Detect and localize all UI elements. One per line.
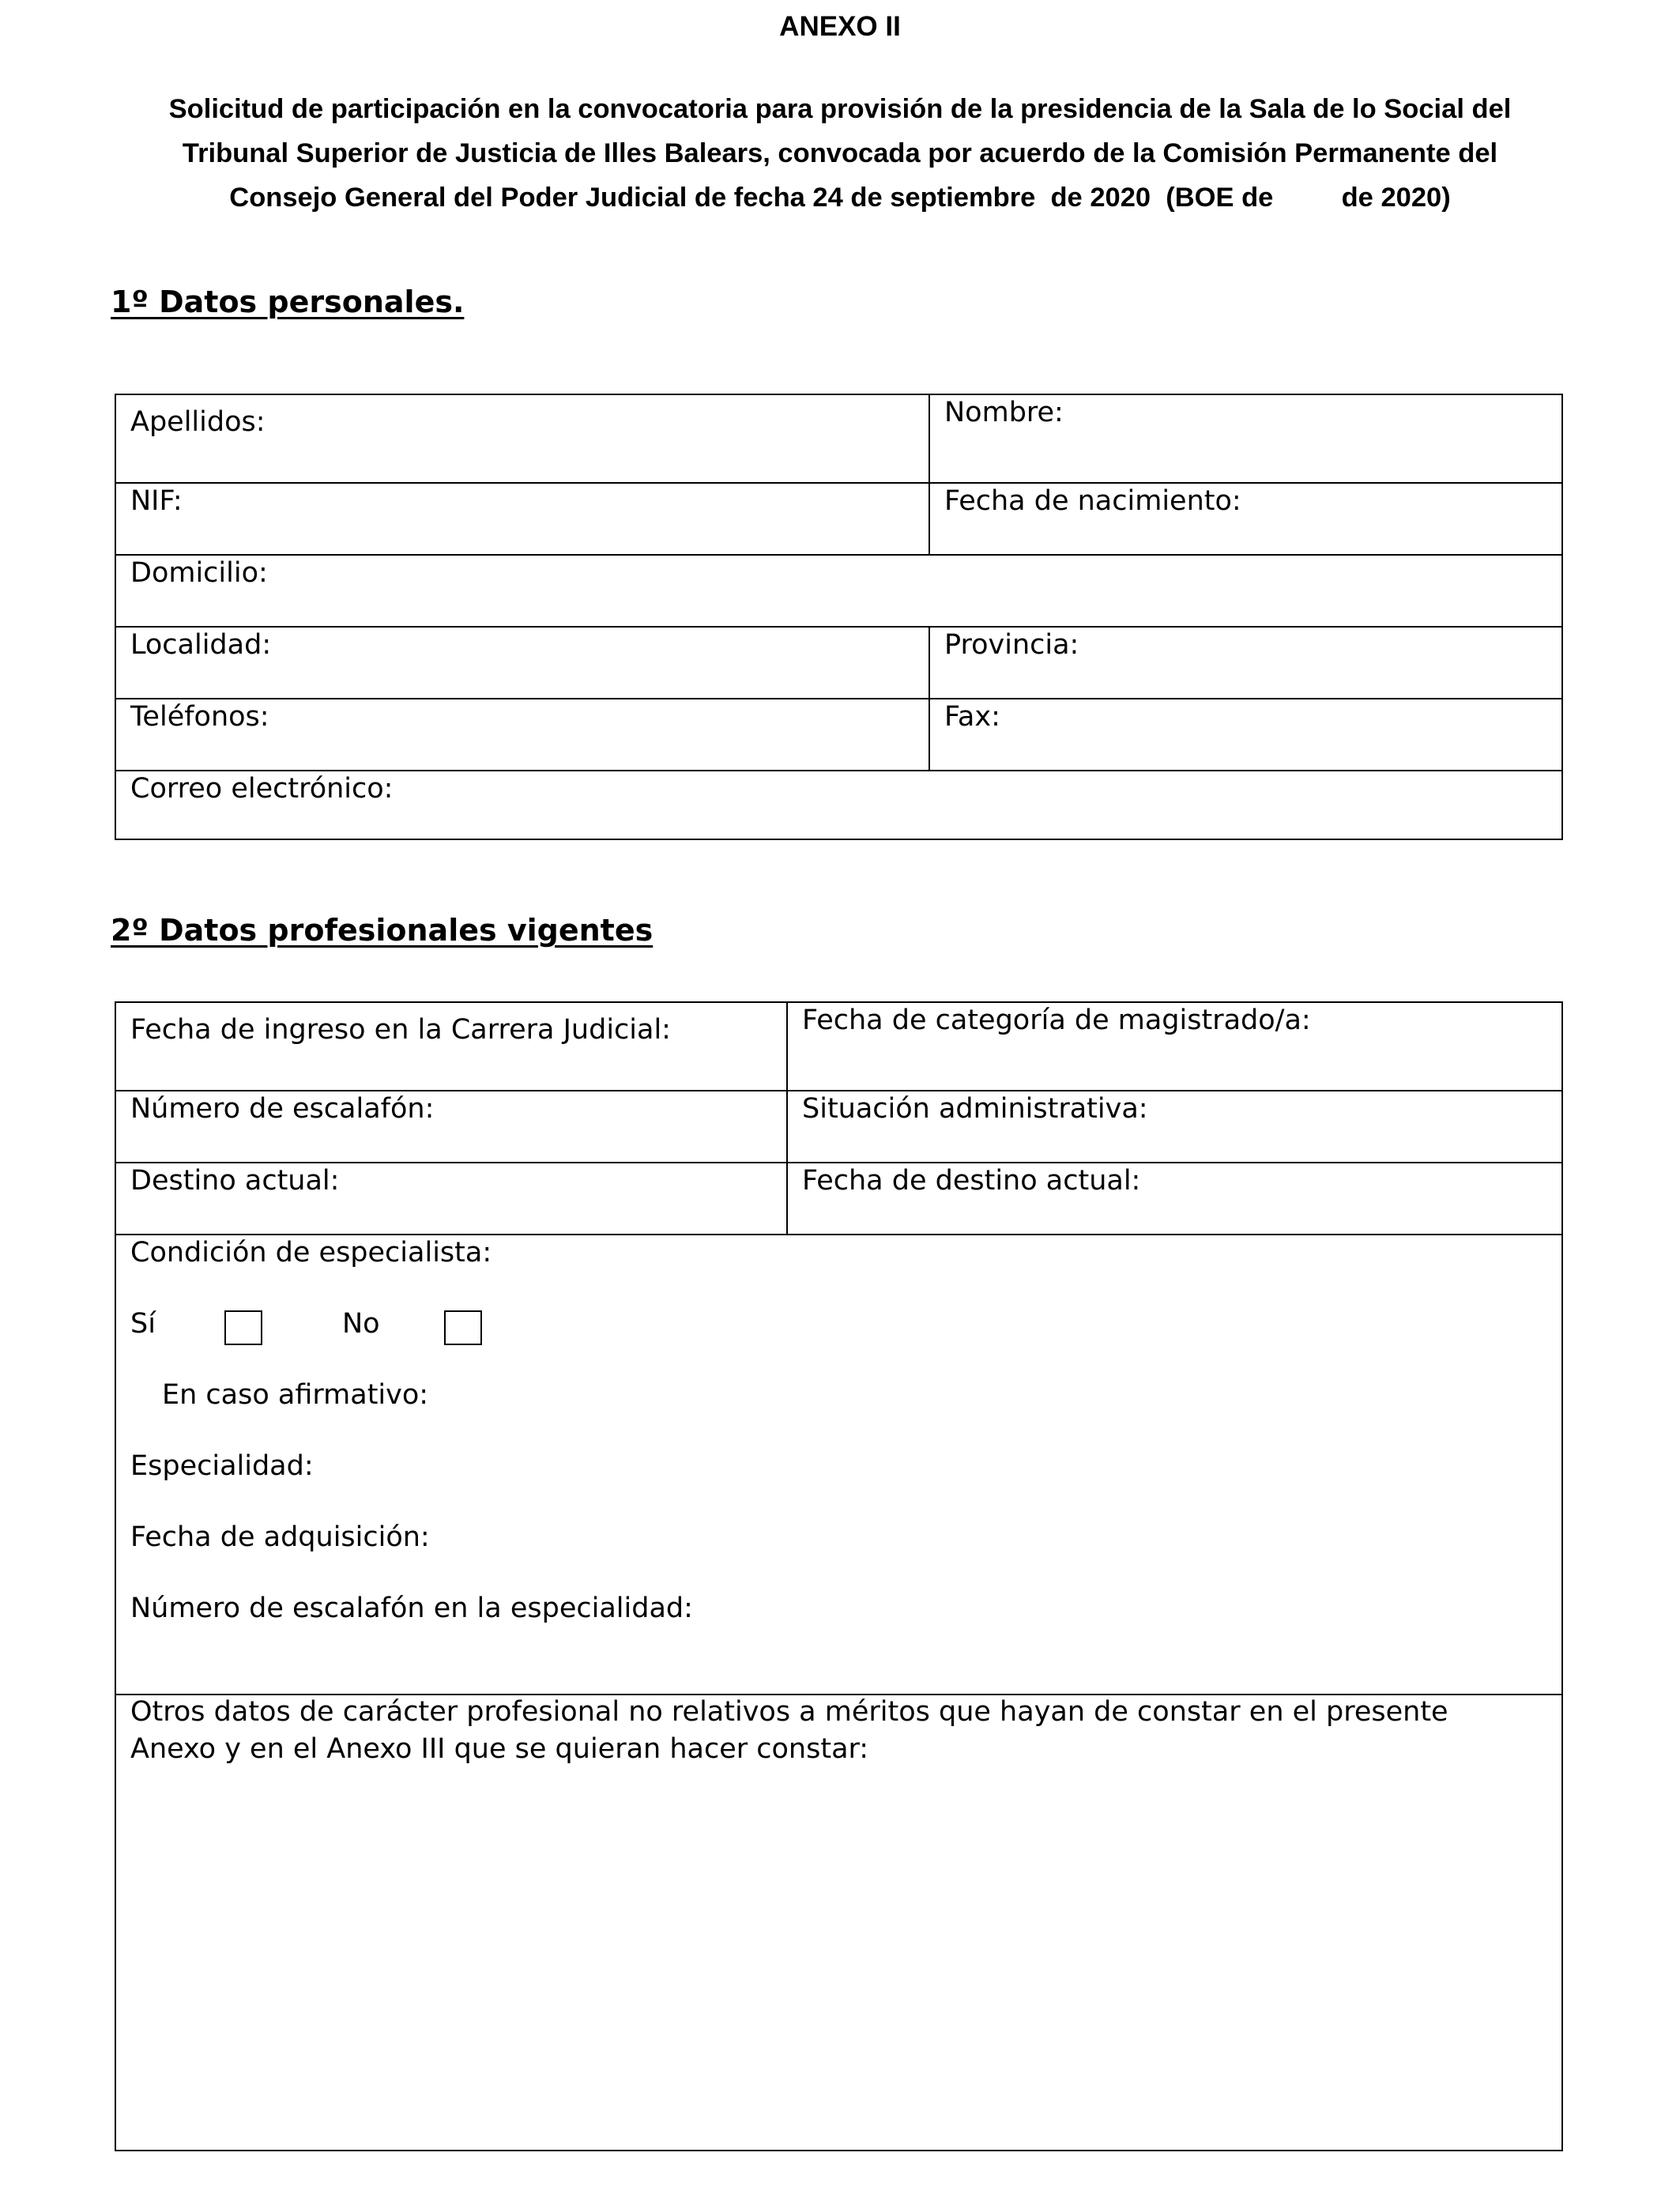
table-row <box>116 556 1561 628</box>
si-label: Sí <box>130 1308 156 1340</box>
si-checkbox[interactable] <box>224 1310 262 1345</box>
especialidad-label: Especialidad: <box>130 1450 314 1482</box>
caso-afirmativo-label: En caso afirmativo: <box>162 1379 429 1411</box>
professional-data-table <box>115 1001 1563 2151</box>
nif-label: NIF: <box>130 485 183 517</box>
numero-escalafon-field[interactable] <box>116 1091 788 1162</box>
heading-line: Solicitud de participación en la convocatoria para provisión de la presidencia de la Sala de lo Social del <box>168 94 1512 124</box>
especialista-section <box>116 1235 1561 1694</box>
fecha-categoria-field[interactable] <box>788 1003 1561 1090</box>
annex-title: ANEXO II <box>779 11 901 42</box>
table-row <box>116 628 1561 699</box>
fecha-nacimiento-field[interactable] <box>930 484 1561 554</box>
nombre-label: Nombre: <box>944 397 1064 428</box>
fecha-ingreso-field[interactable] <box>116 1003 788 1090</box>
heading-line: Consejo General del Poder Judicial de fecha 24 de septiembre de 2020 (BOE de de 2020) <box>229 183 1451 213</box>
localidad-field[interactable] <box>116 628 930 698</box>
no-label: No <box>342 1308 380 1340</box>
fecha-categoria-label: Fecha de categoría de magistrado/a: <box>802 1005 1311 1036</box>
heading-line: Tribunal Superior de Justicia de Illes Balears, convocada por acuerdo de la Comisión Permanente del <box>182 138 1498 168</box>
provincia-field[interactable] <box>930 628 1561 698</box>
telefonos-field[interactable] <box>116 699 930 770</box>
table-row <box>116 699 1561 771</box>
apellidos-label: Apellidos: <box>130 406 266 438</box>
fax-label: Fax: <box>944 701 1000 733</box>
destino-actual-label: Destino actual: <box>130 1165 340 1197</box>
escalafon-especialidad-label: Número de escalafón en la especialidad: <box>130 1593 693 1624</box>
table-row <box>116 1091 1561 1163</box>
personal-data-table <box>115 394 1563 840</box>
document-heading <box>79 87 1601 220</box>
localidad-label: Localidad: <box>130 629 272 661</box>
section-professional-title: 2º Datos profesionales vigentes <box>111 913 654 948</box>
table-row <box>116 395 1561 484</box>
destino-actual-field[interactable] <box>116 1163 788 1234</box>
situacion-field[interactable] <box>788 1091 1561 1162</box>
table-row <box>116 1235 1561 1695</box>
otros-datos-line: Otros datos de carácter profesional no relativos a méritos que hayan de constar en el presente <box>130 1696 1448 1728</box>
table-row <box>116 1695 1561 2150</box>
domicilio-field[interactable] <box>116 556 1561 626</box>
fecha-destino-field[interactable] <box>788 1163 1561 1234</box>
otros-datos-line: Anexo y en el Anexo III que se quieran hacer constar: <box>130 1733 869 1765</box>
fax-field[interactable] <box>930 699 1561 770</box>
situacion-label: Situación administrativa: <box>802 1093 1148 1125</box>
provincia-label: Provincia: <box>944 629 1079 661</box>
telefonos-label: Teléfonos: <box>130 701 269 733</box>
nombre-field[interactable] <box>930 395 1561 482</box>
no-checkbox[interactable] <box>444 1310 482 1345</box>
otros-datos-field[interactable] <box>116 1695 1561 2150</box>
fecha-adquisicion-label: Fecha de adquisición: <box>130 1521 430 1553</box>
apellidos-field[interactable] <box>116 395 930 482</box>
fecha-ingreso-label: Fecha de ingreso en la Carrera Judicial: <box>130 1014 671 1046</box>
nif-field[interactable] <box>116 484 930 554</box>
section-personal-title: 1º Datos personales. <box>111 285 465 319</box>
fecha-nacimiento-label: Fecha de nacimiento: <box>944 485 1241 517</box>
numero-escalafon-label: Número de escalafón: <box>130 1093 435 1125</box>
table-row <box>116 771 1561 839</box>
domicilio-label: Domicilio: <box>130 557 268 589</box>
table-row <box>116 484 1561 556</box>
otros-datos-label <box>130 1694 1448 1768</box>
table-row <box>116 1163 1561 1235</box>
condicion-especialista-label: Condición de especialista: <box>130 1237 492 1269</box>
correo-field[interactable] <box>116 771 1561 839</box>
correo-label: Correo electrónico: <box>130 773 394 805</box>
fecha-destino-label: Fecha de destino actual: <box>802 1165 1141 1197</box>
table-row <box>116 1003 1561 1091</box>
